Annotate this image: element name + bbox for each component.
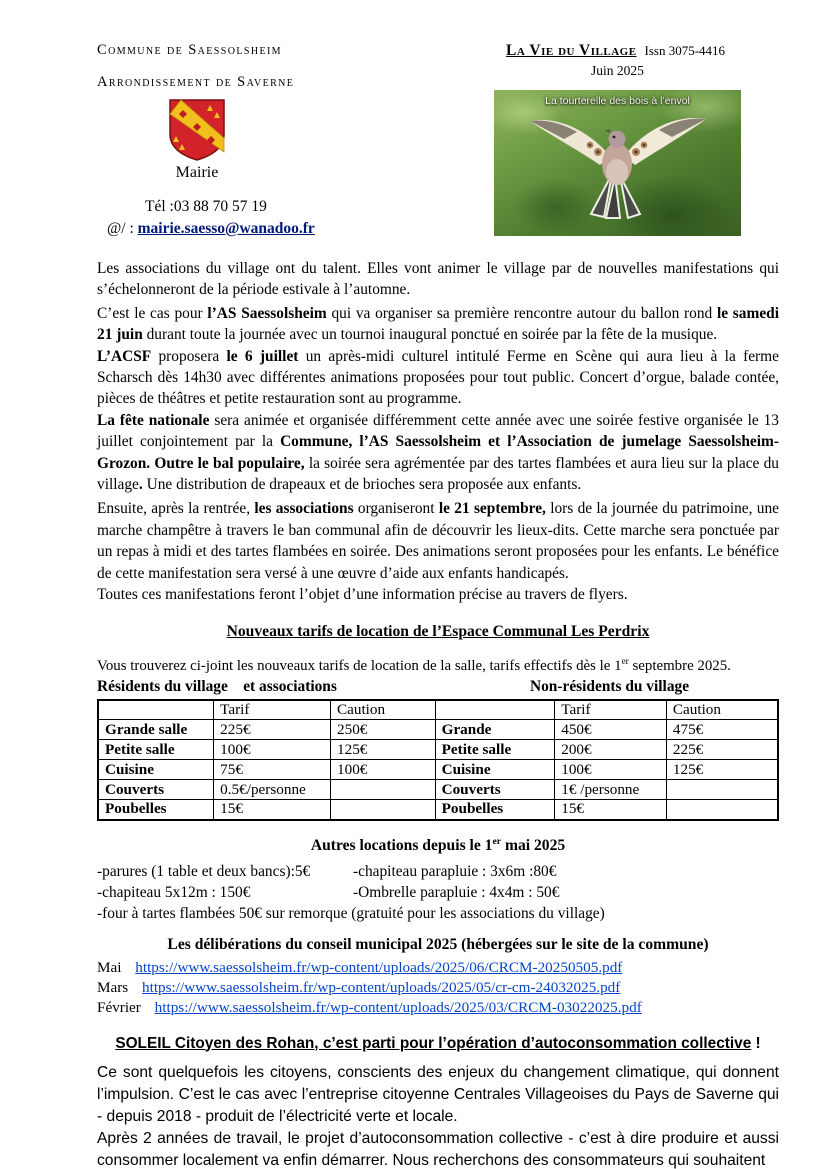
- deliberation-link-row: [97, 978, 779, 998]
- table-cell: 15€: [555, 800, 667, 820]
- location-line: [97, 903, 779, 924]
- table-captions: [97, 678, 779, 698]
- table-cell: [666, 780, 778, 800]
- table-cell: Couverts: [435, 780, 555, 800]
- table-cell: Petite salle: [435, 740, 555, 760]
- table-cell: Petite salle: [98, 740, 214, 760]
- deliberations-heading: Les délibérations du conseil municipal 2025 (hébergées sur le site de la commune): [167, 935, 709, 953]
- table-cell: Couverts: [98, 780, 214, 800]
- table-cell: [666, 800, 778, 820]
- table-cell: [435, 700, 555, 720]
- news-section: [97, 258, 779, 606]
- commune-name: Commune de Saessolsheim: [97, 42, 282, 58]
- tarifs-intro: Vous trouverez ci-joint les nouveaux tarifs de location de la salle, tarifs effectifs dès le 1er septembre 2025.: [97, 655, 731, 674]
- page-header: [97, 42, 779, 238]
- table-cell: 250€: [331, 720, 436, 740]
- location-item: -chapiteau parapluie : 3x6m :80€: [353, 862, 557, 880]
- header-left-column: [97, 42, 494, 238]
- month-label: Février: [97, 998, 141, 1016]
- email-link[interactable]: mairie.saesso@wanadoo.fr: [137, 220, 315, 237]
- photo-caption: La tourterelle des bois à l’envol: [545, 95, 690, 107]
- table-cell: Tarif: [555, 700, 667, 720]
- location-line: [97, 882, 779, 903]
- mairie-label: Mairie: [175, 164, 219, 181]
- deliberation-link-row: [97, 958, 779, 978]
- table-cell: Grande salle: [98, 720, 214, 740]
- table-cell: [98, 700, 214, 720]
- table-cell: [331, 800, 436, 820]
- pdf-link-mai[interactable]: https://www.saessolsheim.fr/wp-content/uploads/2025/06/CRCM-20250505.pdf: [135, 958, 623, 976]
- arrondissement-name: Arrondissement de Saverne: [97, 74, 295, 90]
- table-row: [98, 740, 778, 760]
- table-cell: 100€: [331, 760, 436, 780]
- table-cell: 225€: [666, 740, 778, 760]
- table-cell: Caution: [666, 700, 778, 720]
- table-cell: 225€: [214, 720, 331, 740]
- table-row: [98, 760, 778, 780]
- table-cell: 1€ /personne: [555, 780, 667, 800]
- non-residents-caption: Non-résidents du village: [530, 677, 690, 695]
- table-cell: Poubelles: [98, 800, 214, 820]
- table-cell: 125€: [666, 760, 778, 780]
- soleil-paragraph-1: Ce sont quelquefois les citoyens, conscients des enjeux du changement climatique, qui donnent l’impulsion. C’est le cas avec l’entreprise citoyenne Centrales Villageoises du Pays de Saverne qui - depuis 2018 - produit de l’électricité verte et locale.: [97, 1063, 779, 1125]
- table-cell: 100€: [555, 760, 667, 780]
- crest-block: [97, 98, 297, 182]
- soleil-heading: SOLEIL Citoyen des Rohan, c’est parti pour l’opération d’autoconsommation collective !: [115, 1034, 761, 1052]
- table-header-row: [98, 700, 778, 720]
- table-cell: Poubelles: [435, 800, 555, 820]
- masthead-line: [506, 42, 779, 60]
- soleil-paragraph-2: Après 2 années de travail, le projet d’autoconsommation collective - c’est à dire produire et aussi consommer localement va enfin démarrer. Nous recherchons des consommateurs qui souhaitent: [97, 1129, 779, 1169]
- news-paragraph-6: Toutes ces manifestations feront l’objet d’une information précise au travers de flyers.: [97, 586, 628, 604]
- table-row: [98, 780, 778, 800]
- table-row: [98, 720, 778, 740]
- location-item: -four à tartes flambées 50€ sur remorque (gratuité pour les associations du village): [97, 904, 605, 922]
- news-paragraph-4: La fête nationale sera animée et organisée différemment cette année avec une soirée festive organisée le 13 juillet conjointement par la Commune, l’AS Saessolsheim et l’Association de jumelage Saessolsheim-Grozon. Outre le bal populaire, la soirée sera agrémentée par des tartes flambées et aura lieu sur la place du village. Une distribution de drapeaux et de brioches sera proposée aux enfants.: [97, 411, 779, 494]
- dove-graphic: [494, 90, 741, 236]
- commune-crest-icon: [168, 98, 226, 162]
- location-item: -chapiteau 5x12m : 150€: [97, 883, 251, 901]
- deliberation-link-row: [97, 998, 779, 1018]
- email-prefix: @/ :: [107, 220, 134, 237]
- issue-date: Juin 2025: [591, 63, 644, 78]
- header-right-column: [494, 42, 779, 238]
- issn-number: Issn 3075-4416: [644, 43, 726, 58]
- table-cell: 0.5€/personne: [214, 780, 331, 800]
- location-line: [97, 861, 779, 882]
- table-cell: 450€: [555, 720, 667, 740]
- table-cell: Tarif: [214, 700, 331, 720]
- month-label: Mars: [97, 978, 129, 996]
- table-cell: 15€: [214, 800, 331, 820]
- location-item: -Ombrelle parapluie : 4x4m : 50€: [353, 883, 560, 901]
- table-cell: Grande: [435, 720, 555, 740]
- email-line: [107, 220, 494, 238]
- news-paragraph-5: Ensuite, après la rentrée, les associations organiseront le 21 septembre, lors de la journée du patrimoine, une marche champêtre à travers le ban communal afin de découvrir les lieux-dits. Cette marche sera ponctuée par un repas à midi et des tartes flambées en soirée. Des animations seront proposées pour les enfants. Le bénéfice de cette manifestation sera versé à une œuvre d’aide aux enfants handicapés.: [97, 500, 779, 582]
- tarifs-table: [97, 699, 779, 821]
- table-cell: 100€: [214, 740, 331, 760]
- table-cell: 200€: [555, 740, 667, 760]
- residents-caption: Résidents du village et associations: [97, 677, 337, 695]
- location-item: -parures (1 table et deux bancs):5€: [97, 862, 311, 880]
- table-cell: Cuisine: [435, 760, 555, 780]
- phone-number: Tél :03 88 70 57 19: [145, 198, 267, 215]
- table-cell: Cuisine: [98, 760, 214, 780]
- month-label: Mai: [97, 958, 122, 976]
- pdf-link-fevrier[interactable]: https://www.saessolsheim.fr/wp-content/uploads/2025/03/CRCM-03022025.pdf: [154, 998, 642, 1016]
- autres-locations-heading: Autres locations depuis le 1er mai 2025: [310, 835, 566, 854]
- table-cell: Caution: [331, 700, 436, 720]
- pdf-link-mars[interactable]: https://www.saessolsheim.fr/wp-content/uploads/2025/05/cr-cm-24032025.pdf: [142, 978, 621, 996]
- table-cell: 125€: [331, 740, 436, 760]
- tarifs-heading: Nouveaux tarifs de location de l’Espace Communal Les Perdrix: [226, 622, 650, 640]
- news-paragraph-2: C’est le cas pour l’AS Saessolsheim qui va organiser sa première rencontre autour du ballon rond le samedi 21 juin durant toute la journée avec un tournoi inaugural ponctué en soirée par la fête de la musique.: [97, 304, 779, 344]
- table-cell: [331, 780, 436, 800]
- news-paragraph-1: Les associations du village ont du talent. Elles vont animer le village par de nouvelles manifestations qui s’échelonneront de la période estivale à l’automne.: [97, 260, 779, 299]
- dove-photo: [494, 90, 741, 236]
- table-cell: 475€: [666, 720, 778, 740]
- table-row: [98, 800, 778, 820]
- table-cell: 75€: [214, 760, 331, 780]
- newsletter-title: La Vie du Village: [506, 42, 637, 59]
- news-paragraph-3: L’ACSF proposera le 6 juillet un après-midi culturel intitulé Ferme en Scène qui aura lieu à la ferme Scharsch dès 14h30 avec différentes animations proposées pour tout public. Concert d’orgue, balade contée, pièces de théâtres et petite restauration sont au programme.: [97, 347, 779, 408]
